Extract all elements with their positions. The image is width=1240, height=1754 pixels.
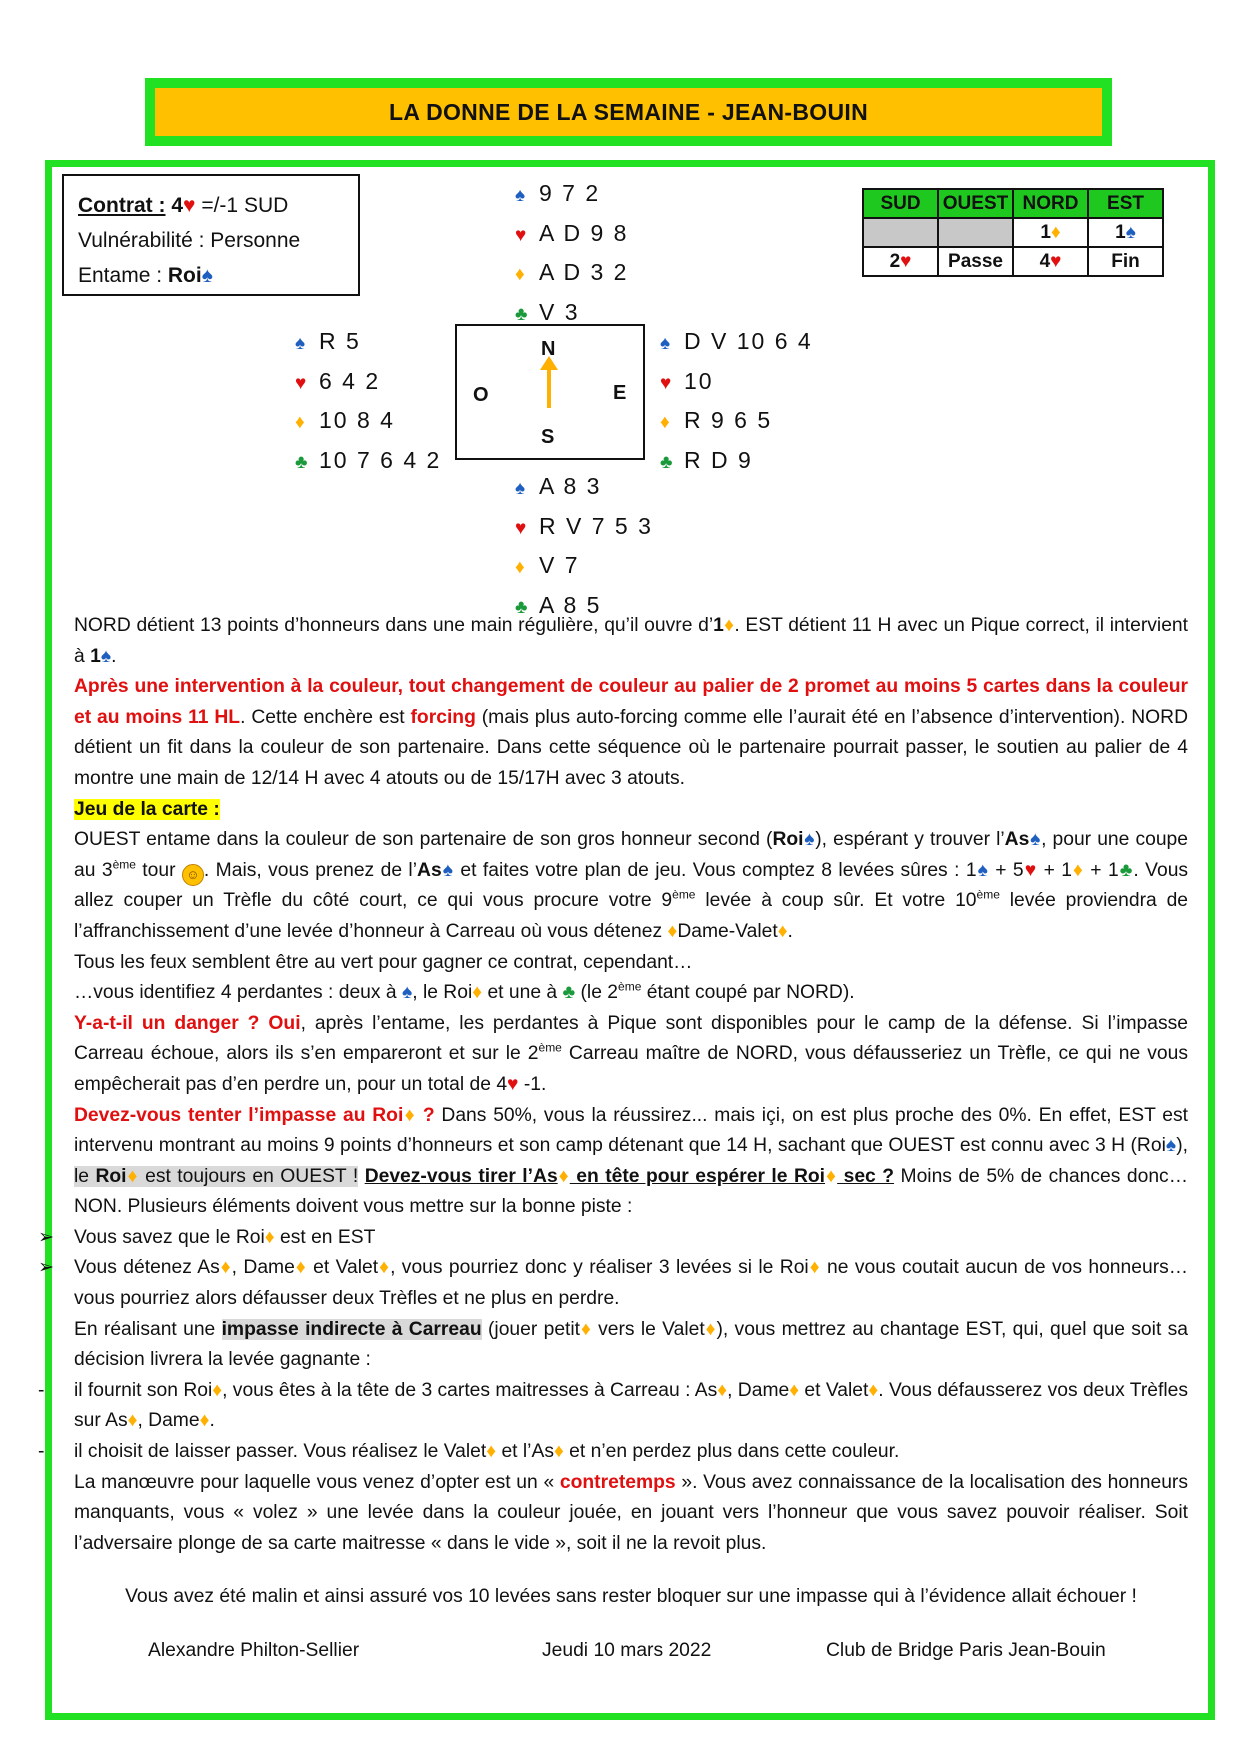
spade-icon: ♠ [1125,221,1136,243]
north-hearts: A D 9 8 [539,219,629,246]
diamond-icon: ♦ [264,1226,275,1248]
north-clubs: V 3 [539,298,580,325]
diamond-icon: ♦ [717,1379,728,1401]
article-body [38,611,1189,1559]
bid-cell [1088,218,1163,247]
club-icon: ♣ [660,451,673,473]
diamond-icon: ♦ [723,615,735,636]
paragraph-indirect-finesse: En réalisant une impasse indirecte à Carreau (jouer petit♦ vers le Valet♦), vous mettrez au chantage EST, qui, quel que soit sa décision livrera la levée gagnante : [74,1318,1188,1371]
diamond-icon: ♦ [378,1257,391,1279]
contract-box [62,174,360,296]
club-icon: ♣ [1118,859,1134,881]
heart-icon: ♥ [295,372,307,394]
bid-header: SUD [863,189,938,218]
diamond-icon: ♦ [704,1318,717,1340]
spade-icon: ♠ [803,829,816,851]
compass-north: N [541,338,556,360]
diamond-icon: ♦ [199,1410,210,1432]
heart-icon: ♥ [507,1073,519,1095]
lead-card: Roi [167,264,202,287]
bid-value: 1 [1040,221,1051,243]
bid-header: EST [1088,189,1163,218]
bullet-item: ➢ Vous savez que le Roi♦ est en EST [74,1223,1188,1254]
diamond-icon: ♦ [808,1257,821,1279]
diamond-icon: ♦ [472,982,483,1004]
bid-value: 2 [889,250,901,272]
south-spades: A 8 3 [539,473,602,499]
vulnerability: Vulnérabilité : Personne [78,229,301,252]
north-spades: 9 7 2 [539,180,601,206]
south-clubs: A 8 5 [539,591,602,618]
compass-east: E [613,382,627,404]
contract-label: Contrat : [78,194,166,217]
heart-icon: ♥ [515,517,527,539]
bid-cell [938,218,1013,247]
east-spades: D V 10 6 4 [684,328,813,354]
lead-label: Entame : [78,264,168,287]
paragraph-contretemps: La manœuvre pour laquelle vous venez d’opter est un « contretemps ». Vous avez connaissance de la localisation des honneurs manquants, vous « volez » une levée dans la couleur jouée, en jouant vers l’honneur que vous savez pouvoir réaliser. Soit l’adversaire plonge de sa carte maitresse « dans le vide », soit il ne la revoit plus. [74,1471,1188,1554]
heart-icon: ♥ [515,224,527,246]
paragraph-danger: Y-a-t-il un danger ? Oui, après l’entame, les perdantes à Pique sont disponibles pour le camp de la défense. Si l’impasse Carreau échoue, alors ils s’en empareront et sur le 2ème Carreau maître de NORD, vous défausseriez un Trèfle, ce qui ne vous empêcherait pas d’en perdre un, pour un total de 4♥ -1. [74,1012,1188,1095]
diamond-icon: ♦ [825,1165,838,1187]
smiley-icon: ☺ [182,864,204,886]
diamond-icon: ♦ [515,557,525,578]
east-diamonds: R 9 6 5 [684,407,773,433]
diamond-icon: ♦ [553,1441,564,1463]
diamond-icon: ♦ [1071,859,1084,881]
heart-icon: ♥ [183,194,196,217]
west-hearts: 6 4 2 [319,367,381,394]
spade-icon: ♠ [660,333,671,354]
diamond-icon: ♦ [660,412,670,433]
spade-icon: ♠ [401,982,413,1004]
spade-icon: ♠ [1165,1135,1177,1157]
south-hearts: R V 7 5 3 [539,512,653,539]
bid-header: NORD [1013,189,1088,218]
club-icon: ♣ [515,596,528,618]
paragraph-however: Tous les feux semblent être au vert pour gagner ce contrat, cependant… [74,951,693,973]
east-hand [660,323,813,481]
bid-value: 1 [1115,221,1126,243]
spade-icon: ♠ [976,859,989,881]
paragraph-bidding-rule: Après une intervention à la couleur, tout changement de couleur au palier de 2 promet au moins 5 cartes dans la couleur et au moins 11 HL. Cette enchère est forcing (mais plus auto-forcing comme elle l’aurait été en l’absence d’intervention). NORD détient un fit dans la couleur de son partenaire. Dans cette séquence où le partenaire pourrait passer, le soutien au palier de 4 montre une main de 12/14 H avec 4 atouts ou de 15/17H avec 3 atouts. [74,676,1188,789]
diamond-icon: ♦ [667,920,678,942]
south-diamonds: V 7 [539,552,580,578]
spade-icon: ♠ [515,185,526,206]
club-icon: ♣ [562,982,576,1004]
bidding-table [862,188,1164,277]
arrow-up-icon [547,368,551,408]
club-icon: ♣ [295,451,308,473]
spade-icon: ♠ [201,264,213,287]
section-heading-play: Jeu de la carte : [74,798,220,820]
diamond-icon: ♦ [295,412,305,433]
east-hearts: 10 [684,367,714,394]
bid-cell [1088,247,1163,276]
spade-icon: ♠ [515,478,526,499]
diamond-icon: ♦ [294,1257,307,1279]
diamond-icon: ♦ [403,1104,417,1126]
diamond-icon: ♦ [1050,221,1061,243]
bid-value: Passe [948,250,1003,272]
compass-west: O [473,384,489,406]
footer-date: Jeudi 10 mars 2022 [542,1640,712,1661]
paragraph-finesse: Devez-vous tenter l’impasse au Roi♦ ? Dans 50%, vous la réussirez... mais içi, on est plus proche des 0%. En effet, EST est intervenu montrant au moins 9 points d’honneurs et son camp détenant que 14 H, sachant que OUEST est connu avec 3 H (Roi♠), le Roi♦ est toujours en OUEST ! Devez-vous tirer l’As♦ en tête pour espérer le Roi♦ sec ? Moins de 5% de chances donc… NON. Plusieurs éléments doivent vous mettre sur la bonne piste : [74,1104,1189,1218]
west-spades: R 5 [319,328,361,354]
diamond-icon: ♦ [868,1379,879,1401]
diamond-icon: ♦ [127,1410,138,1432]
spade-icon: ♠ [100,645,112,667]
heart-icon: ♥ [660,372,672,394]
bullet-arrow-icon: ➢ [38,1226,55,1248]
dash-marker: - [38,1379,45,1401]
bid-header: OUEST [938,189,1013,218]
bid-cell [863,218,938,247]
west-diamonds: 10 8 4 [319,407,395,433]
bid-cell [863,247,938,276]
bid-cell [1013,247,1088,276]
dash-marker: - [38,1441,45,1463]
paragraph-bidding-intro: NORD détient 13 points d’honneurs dans une main régulière, qu’il ouvre d’1♦. EST détient 11 H avec un Pique correct, il intervient à 1♠. [74,615,1189,667]
heart-icon: ♥ [1023,859,1038,881]
south-hand [515,468,653,626]
spade-icon: ♠ [1029,829,1042,851]
diamond-icon: ♦ [557,1165,570,1187]
compass-south: S [541,426,555,448]
spade-icon: ♠ [295,333,306,354]
paragraph-plan: OUEST entame dans la couleur de son partenaire de son gros honneur second (Roi♠), espérant y trouver l’As♠, pour une coupe au 3ème tour ☺ . Mais, vous prenez de l’As♠ et faites votre plan de jeu. Vous comptez 8 levées sûres : 1♠ + 5♥ + 1♦ + 1♣. Vous allez couper un Trèfle du côté court, ce qui vous procure votre 9ème levée à coup sûr. Et votre 10ème levée proviendra de l’affranchissement d’une levée d’honneur à Carreau où vous détenez ♦Dame-Valet♦. [74,829,1189,942]
bid-value: 4 [1039,250,1051,272]
east-clubs: R D 9 [684,446,753,473]
contract-result: =/-1 SUD [195,194,289,217]
diamond-icon: ♦ [212,1379,223,1401]
diamond-icon: ♦ [515,264,525,285]
page-title: LA DONNE DE LA SEMAINE - JEAN-BOUIN [155,88,1102,136]
heart-icon: ♥ [1050,250,1062,272]
contract-level: 4 [171,194,184,217]
title-banner [145,78,1112,146]
diamond-icon: ♦ [486,1441,497,1463]
diamond-icon: ♦ [580,1318,592,1340]
bullet-item: ➢ Vous détenez As♦, Dame♦ et Valet♦, vous pourriez donc y réaliser 3 levées si le Roi♦ ne vous coutait aucun de vos honneurs… vous pourriez alors défausser deux Trèfles et ne plus en perdre. [74,1253,1188,1314]
closing-line: Vous avez été malin et ainsi assuré vos 10 levées sans rester bloquer sur une impasse qui à l’évidence allait échouer ! [125,1586,1137,1607]
paragraph-losers: …vous identifiez 4 perdantes : deux à ♠, le Roi♦ et une à ♣ (le 2ème étant coupé par NORD). [74,979,855,1004]
club-icon: ♣ [515,303,528,325]
bid-cell [1013,218,1088,247]
heart-icon: ♥ [900,250,912,272]
spade-icon: ♠ [441,859,454,881]
north-diamonds: A D 3 2 [539,259,629,285]
footer-author: Alexandre Philton-Sellier [148,1640,360,1661]
diamond-icon: ♦ [789,1379,800,1401]
bid-cell [938,247,1013,276]
diamond-icon: ♦ [126,1165,139,1187]
west-clubs: 10 7 6 4 2 [319,446,442,473]
footer-club: Club de Bridge Paris Jean-Bouin [826,1640,1106,1661]
west-hand [295,323,441,481]
dash-item: - il fournit son Roi♦, vous êtes à la tête de 3 cartes maitresses à Carreau : As♦, Dame♦ et Valet♦. Vous défausserez vos deux Trèfles sur As♦, Dame♦. [74,1376,1188,1437]
bullet-arrow-icon: ➢ [38,1257,55,1279]
diamond-icon: ♦ [777,920,788,942]
diamond-icon: ♦ [219,1257,232,1279]
compass-box [455,324,645,460]
north-hand [515,175,628,333]
dash-item: - il choisit de laisser passer. Vous réalisez le Valet♦ et l’As♦ et n’en perdez plus dans cette couleur. [74,1437,1188,1468]
bid-value: Fin [1111,250,1140,272]
